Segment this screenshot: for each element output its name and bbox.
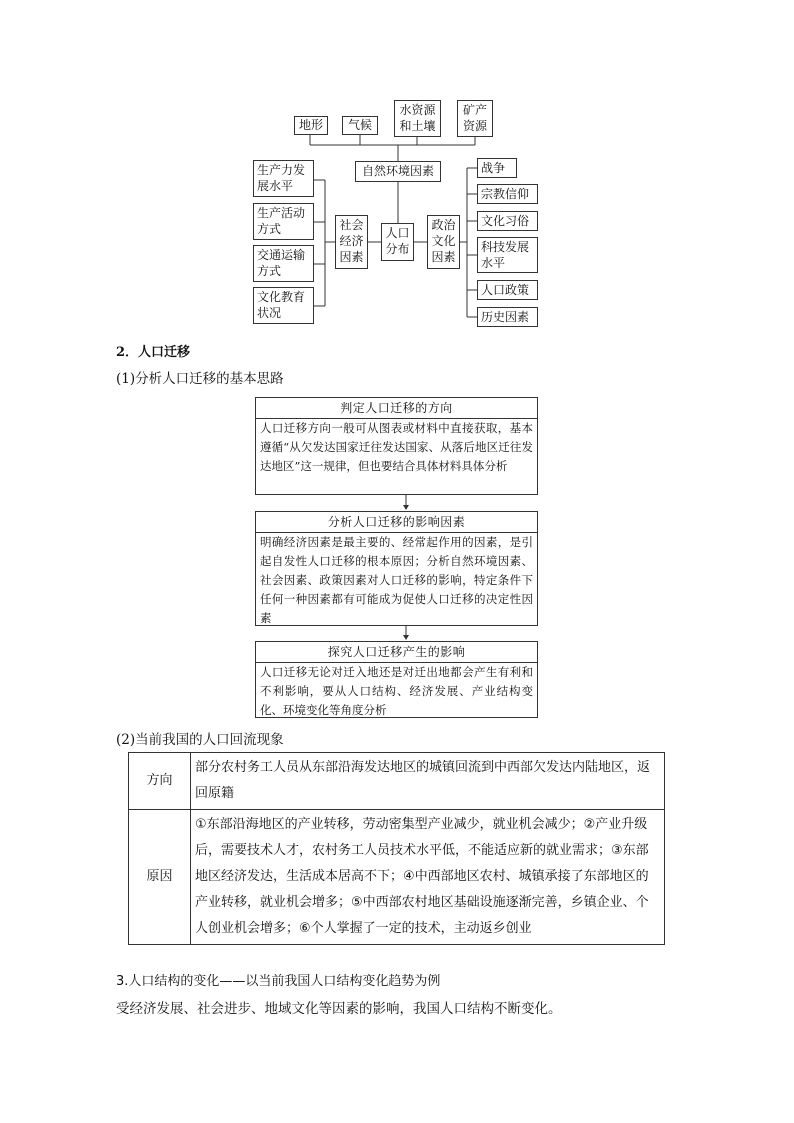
flow-step-title: 分析人口迁移的影响因素 [256,512,537,533]
right-item-religion: 宗教信仰 [477,184,538,204]
table-label: 原因 [129,810,191,945]
flow-step-1 [255,397,538,495]
section2-heading: 2．人口迁移 [116,345,191,360]
social-economic-factors: 社会 经济 因素 [335,215,368,269]
right-item-technology: 科技发展 水平 [477,237,538,273]
factor-climate: 气候 [342,116,378,135]
left-item-productivity: 生产力发 展水平 [253,160,314,197]
section2-sub1: (1)分析人口迁移的基本思路 [116,371,284,387]
table-content: ①东部沿海地区的产业转移，劳动密集型产业减少，就业机会减少；②产业升级后，需要技术人才，农村务工人员技术水平低，不能适应新的就业需求；③东部地区经济发达，生活成本居高不下；④中西部地区农村、城镇承接了东部地区的产业转移，就业机会增多；⑤中西部农村地区基础设施逐渐完善，乡镇企业、个人创业机会增多；⑥个人掌握了一定的技术，主动返乡创业 [191,810,665,945]
flow-step-title: 探究人口迁移产生的影响 [256,642,537,663]
right-item-customs: 文化习俗 [477,211,538,231]
table-row [129,810,665,945]
return-migration-table [128,752,665,945]
flow-step-title: 判定人口迁移的方向 [256,398,537,419]
section3-heading: 3.人口结构的变化——以当前我国人口结构变化趋势为例 [116,974,441,989]
flow-arrow-2 [400,626,412,641]
right-item-war: 战争 [477,158,517,178]
natural-factors: 自然环境因素 [355,161,441,182]
flow-step-body: 明确经济因素是最主要的、经常起作用的因素，是引起自发性人口迁移的根本原因；分析自然环境因素、社会因素、政策因素对人口迁移的影响，特定条件下任何一种因素都有可能成为促使人口迁移的决定性因素 [260,535,533,625]
flow-step-body: 人口迁移无论对迁入地还是对迁出地都会产生有利和不利影响，要从人口结构、经济发展、产业结构变化、环境变化等角度分析 [260,665,533,717]
population-distribution: 人口 分布 [381,223,414,261]
factor-water-soil: 水资源 和土壤 [394,100,441,137]
flow-arrow-1 [400,495,412,511]
flow-step-3 [255,641,538,718]
flow-step-body: 人口迁移方向一般可从图表或材料中直接获取，基本遵循“从欠发达国家迁往发达国家、从落后地区迁往发达地区”这一规律，但也要结合具体材料具体分析 [260,421,533,473]
population-distribution-diagram [0,0,794,340]
section2-sub2: (2)当前我国的人口回流现象 [116,732,284,748]
factor-terrain: 地形 [294,116,328,135]
political-cultural-factors: 政治 文化 因素 [427,215,460,269]
section3-text: 受经济发展、社会进步、地域文化等因素的影响，我国人口结构不断变化。 [116,1001,562,1017]
left-item-production-mode: 生产活动 方式 [253,203,314,240]
factor-minerals: 矿产 资源 [457,100,493,137]
right-item-policy: 人口政策 [477,280,538,300]
flow-step-2 [255,511,538,626]
table-label: 方向 [129,753,191,810]
table-row [129,753,665,810]
left-item-education: 文化教育 状况 [253,287,314,324]
right-item-history: 历史因素 [477,307,538,327]
left-item-transport: 交通运输 方式 [253,245,314,282]
table-content: 部分农村务工人员从东部沿海发达地区的城镇回流到中西部欠发达内陆地区，返回原籍 [191,753,665,810]
